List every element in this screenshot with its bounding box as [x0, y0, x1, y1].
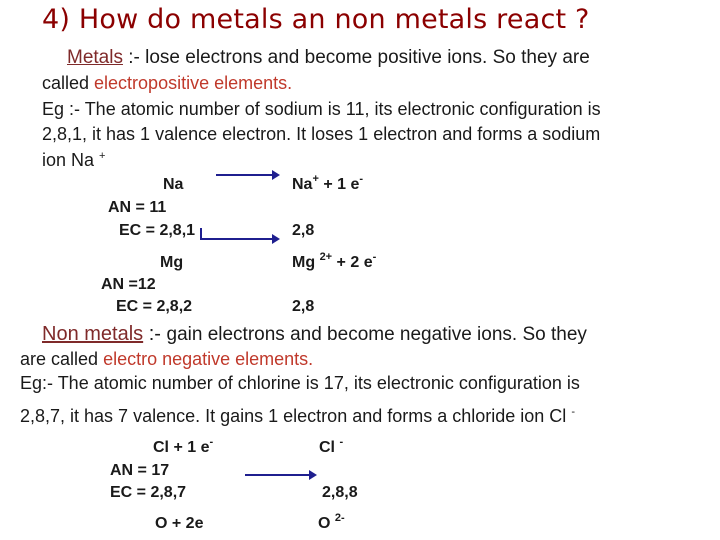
magnesium-ion-symbol: Mg [292, 254, 316, 271]
chlorine-reaction-arrow [245, 474, 315, 476]
magnesium-configuration: EC = 2,8,2 [116, 298, 193, 315]
chloride-ion-text: 2,8,7, it has 7 valence. It gains 1 electron and forms a chloride ion Cl [20, 406, 567, 426]
metals-line-5 [42, 148, 105, 172]
oxide-ion-charge: 2- [334, 512, 345, 524]
electropositive-term: electropositive elements. [94, 73, 293, 93]
sodium-ion-configuration: 2,8 [292, 222, 315, 239]
metals-separator: :- [122, 47, 146, 68]
nonmetals-called-text: are called [20, 349, 104, 369]
sodium-ion-text: ion Na [42, 150, 95, 170]
sodium-ion-charge: + [312, 173, 319, 185]
nonmetals-separator: :- [143, 323, 167, 345]
nonmetals-label: Non metals [42, 323, 144, 345]
sodium-electron-charge: - [359, 173, 364, 185]
chlorine-configuration: EC = 2,8,7 [110, 484, 187, 501]
sodium-config-arrow [200, 238, 278, 240]
oxide-ion-symbol: O [318, 515, 331, 532]
chloride-ion-symbol: Cl [319, 439, 335, 456]
nonmetals-line-2 [20, 347, 313, 371]
chloride-ion-charge: - [339, 436, 344, 448]
chlorine-electron-charge: - [209, 436, 214, 448]
sodium-electron: + 1 e [318, 176, 360, 193]
sodium-reaction-arrow [216, 174, 278, 176]
nonmetals-line-3: Eg:- The atomic number of chlorine is 17, its electronic configuration is [20, 373, 580, 393]
slide-title: 4) How do metals an non metals react ? [42, 4, 590, 35]
nonmetals-line-1 [42, 322, 587, 347]
chlorine-reactant-text: Cl + 1 e [153, 439, 210, 456]
oxide-product [318, 512, 345, 533]
sodium-ion-symbol: Na [292, 176, 313, 193]
metals-label: Metals [67, 47, 123, 68]
magnesium-electron-charge: - [372, 251, 377, 263]
metals-line-3: Eg :- The atomic number of sodium is 11, its electronic configuration is [42, 99, 601, 119]
magnesium-atomic-number: AN =12 [101, 276, 156, 293]
chloride-ion-sup: - [571, 406, 575, 418]
nonmetals-definition: gain electrons and become negative ions. So they [166, 324, 587, 345]
sodium-configuration: EC = 2,8,1 [119, 222, 196, 239]
metals-line-1 [67, 46, 590, 70]
sodium-symbol: Na [163, 176, 184, 193]
chloride-configuration: 2,8,8 [322, 484, 358, 501]
magnesium-ion-configuration: 2,8 [292, 298, 315, 315]
nonmetals-line-4 [20, 404, 575, 428]
metals-definition: lose electrons and become positive ions. So they are [145, 47, 590, 68]
chloride-product [319, 436, 344, 457]
sodium-atomic-number: AN = 11 [108, 199, 167, 216]
magnesium-symbol: Mg [160, 254, 184, 271]
metals-line-4: 2,8,1, it has 1 valence electron. It loses 1 electron and forms a sodium [42, 124, 601, 144]
magnesium-ion-charge: 2+ [319, 251, 333, 263]
metals-called-text: called [42, 73, 95, 93]
sodium-product [292, 173, 364, 194]
oxygen-reactants: O + 2e [155, 515, 204, 532]
electronegative-term: electro negative elements. [103, 349, 314, 369]
chlorine-reactants [153, 436, 214, 457]
magnesium-electrons: + 2 e [332, 254, 373, 271]
magnesium-product [292, 251, 377, 272]
sodium-ion-sup: + [99, 150, 106, 162]
metals-line-2 [42, 71, 292, 95]
chlorine-atomic-number: AN = 17 [110, 462, 170, 479]
